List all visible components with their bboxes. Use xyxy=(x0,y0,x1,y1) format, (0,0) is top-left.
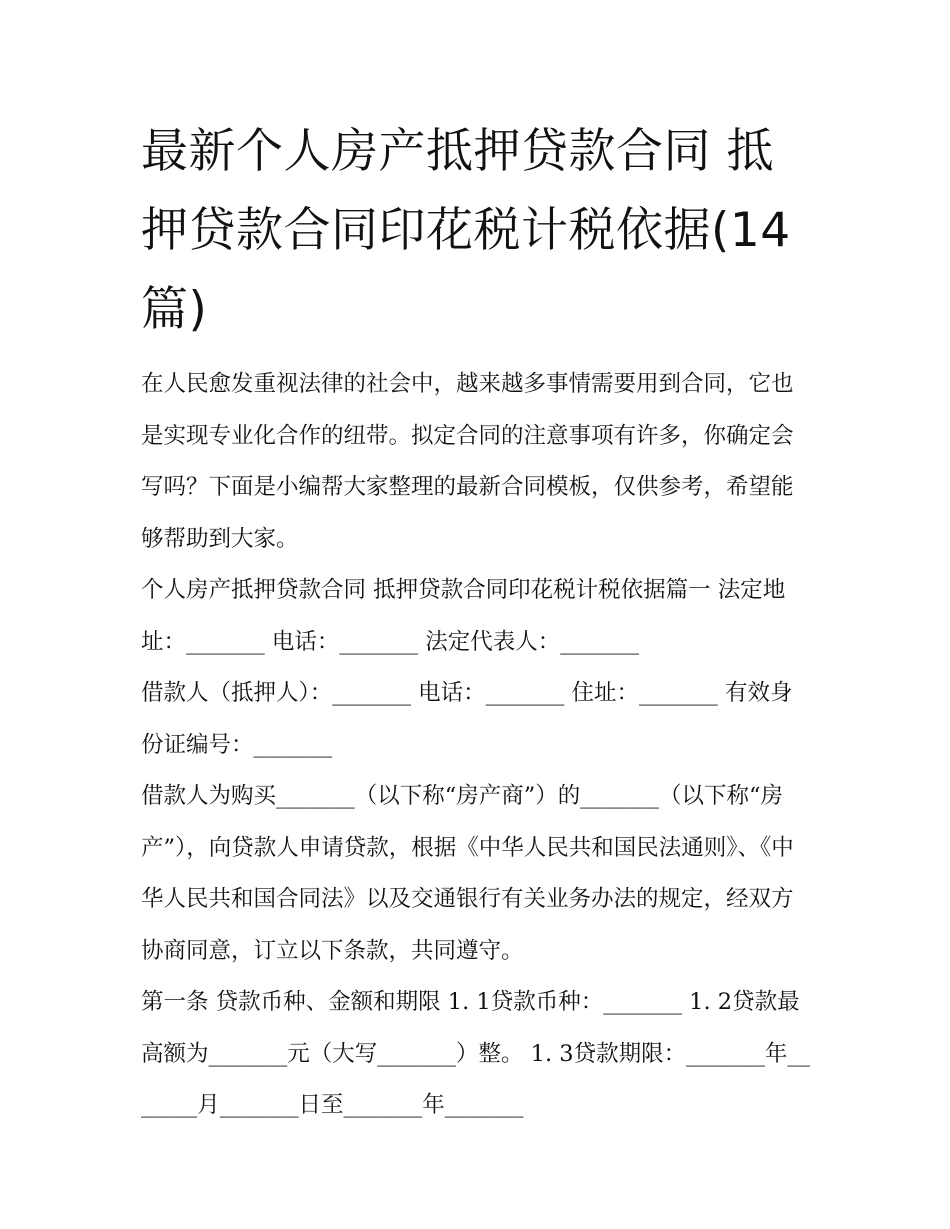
article-one-paragraph: 第一条 贷款币种、金额和期限 1. 1贷款币种：_______ 1. 2贷款最高额为_______元（大写_______）整。 1. 3贷款期限：_______年_______月_______日至_______年_______ xyxy=(141,989,810,1118)
contract-heading-paragraph: 个人房产抵押贷款合同 抵押贷款合同印花税计税依据篇一 法定地址：_______ 电话：_______ 法定代表人：_______ xyxy=(141,577,786,655)
document-page xyxy=(141,112,813,1132)
document-title: 最新个人房产抵押贷款合同 抵押贷款合同印花税计税依据(14篇) xyxy=(141,124,791,337)
intro-paragraph: 在人民愈发重视法律的社会中，越来越多事情需要用到合同，它也是实现专业化合作的纽带。拟定合同的注意事项有许多，你确定会写吗？下面是小编帮大家整理的最新合同模板，仅供参考，希望能够帮助到大家。 xyxy=(141,371,794,552)
borrower-info-paragraph: 借款人（抵押人）：_______ 电话：_______ 住址：_______ 有效身份证编号：_______ xyxy=(141,680,793,758)
purpose-paragraph: 借款人为购买_______（以下称“房产商”）的_______（以下称“房产”），向贷款人申请贷款，根据《中华人民共和国民法通则》、《中华人民共和国合同法》以及交通银行有关业务办法的规定，经双方协商同意，订立以下条款，共同遵守。 xyxy=(141,783,794,964)
